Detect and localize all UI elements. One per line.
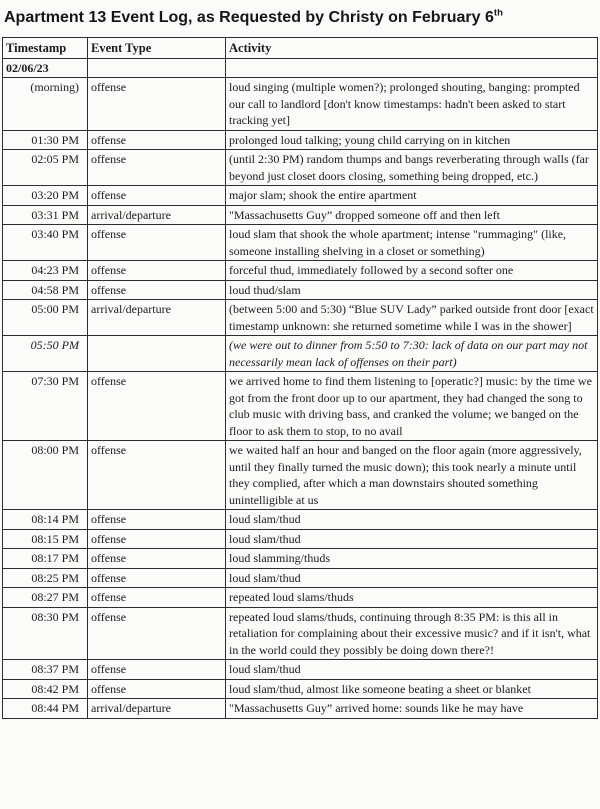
timestamp-cell: 05:00 PM [3,300,88,336]
table-row [3,130,598,150]
column-header-event-type: Event Type [88,38,226,59]
table-row [3,58,598,78]
table-row [3,300,598,336]
timestamp-cell: 03:20 PM [3,186,88,206]
activity-cell: loud slamming/thuds [226,549,598,569]
page-title [4,9,598,27]
event-type-cell: arrival/departure [88,300,226,336]
event-type-cell: offense [88,280,226,300]
event-type-cell: offense [88,660,226,680]
table-row [3,588,598,608]
event-type-cell: arrival/departure [88,699,226,719]
document-page [0,9,600,719]
table-row [3,568,598,588]
event-type-cell: offense [88,150,226,186]
timestamp-cell: 08:44 PM [3,699,88,719]
activity-cell: we waited half an hour and banged on the floor again (more aggressively, until they finally turned the music down); this took nearly a minute until they complied, after which a man downstairs shouted something unintelligible at us [226,441,598,510]
activity-cell: loud slam/thud [226,568,598,588]
event-type-cell: offense [88,441,226,510]
event-type-cell: offense [88,261,226,281]
activity-cell: loud slam/thud [226,660,598,680]
page-title-text: Apartment 13 Event Log, as Requested by Christy on February 6 [4,9,494,26]
table-row [3,78,598,131]
activity-cell [226,58,598,78]
table-row [3,372,598,441]
activity-cell: loud singing (multiple women?); prolonged shouting, banging: prompted our call to landlord [don't know timestamps: hadn't been asked to start tracking yet] [226,78,598,131]
event-type-cell: offense [88,607,226,660]
table-row [3,660,598,680]
table-row [3,529,598,549]
activity-cell: repeated loud slams/thuds, continuing through 8:35 PM: is this all in retaliation for complaining about their excessive music? and if it isn't, what in the world could they possibly be doing down there?! [226,607,598,660]
event-type-cell: offense [88,225,226,261]
timestamp-cell: 08:25 PM [3,568,88,588]
table-row [3,150,598,186]
activity-cell: major slam; shook the entire apartment [226,186,598,206]
activity-cell: loud slam that shook the whole apartment; intense "rummaging" (like, someone installing shelving in a closet or something) [226,225,598,261]
event-type-cell: offense [88,588,226,608]
event-type-cell: offense [88,186,226,206]
activity-cell: "Massachusetts Guy” dropped someone off and then left [226,205,598,225]
event-table-body [3,58,598,718]
timestamp-cell: 01:30 PM [3,130,88,150]
table-row [3,225,598,261]
timestamp-cell: 08:27 PM [3,588,88,608]
timestamp-cell: 03:40 PM [3,225,88,261]
event-type-cell: offense [88,78,226,131]
event-type-cell: offense [88,510,226,530]
activity-cell: "Massachusetts Guy” arrived home: sounds like he may have [226,699,598,719]
page-title-superscript: th [493,7,503,19]
timestamp-cell: 08:30 PM [3,607,88,660]
table-row [3,280,598,300]
timestamp-cell: 02:05 PM [3,150,88,186]
timestamp-cell: 08:00 PM [3,441,88,510]
event-type-cell: offense [88,372,226,441]
activity-cell: repeated loud slams/thuds [226,588,598,608]
activity-cell: loud slam/thud [226,510,598,530]
timestamp-cell: 05:50 PM [3,336,88,372]
table-row [3,261,598,281]
timestamp-cell: 07:30 PM [3,372,88,441]
timestamp-cell: 08:14 PM [3,510,88,530]
timestamp-cell: 04:23 PM [3,261,88,281]
timestamp-cell: 03:31 PM [3,205,88,225]
activity-cell: (between 5:00 and 5:30) “Blue SUV Lady” parked outside front door [exact timestamp unknown: she returned sometime while I was in the shower] [226,300,598,336]
activity-cell: prolonged loud talking; young child carrying on in kitchen [226,130,598,150]
event-type-cell: offense [88,549,226,569]
timestamp-cell: 08:37 PM [3,660,88,680]
table-header-row [3,38,598,59]
table-row [3,549,598,569]
event-type-cell: offense [88,529,226,549]
activity-cell: loud thud/slam [226,280,598,300]
activity-cell: (we were out to dinner from 5:50 to 7:30: lack of data on our part may not necessarily mean lack of offenses on their part) [226,336,598,372]
timestamp-cell: 08:17 PM [3,549,88,569]
activity-cell: loud slam/thud [226,529,598,549]
activity-cell: we arrived home to find them listening to [operatic?] music: by the time we got from the front door up to our apartment, they had changed the song to club music with driving bass, and cranked the volume; we banged on the floor to ask them to stop, to no avail [226,372,598,441]
table-row [3,510,598,530]
event-log-table [2,37,598,719]
event-type-cell: offense [88,679,226,699]
table-row [3,205,598,225]
table-row [3,336,598,372]
table-row [3,679,598,699]
column-header-activity: Activity [226,38,598,59]
event-type-cell [88,58,226,78]
table-row [3,699,598,719]
event-type-cell [88,336,226,372]
table-row [3,441,598,510]
timestamp-cell: (morning) [3,78,88,131]
table-row [3,186,598,206]
timestamp-cell: 08:15 PM [3,529,88,549]
timestamp-cell: 04:58 PM [3,280,88,300]
event-type-cell: offense [88,130,226,150]
event-type-cell: offense [88,568,226,588]
activity-cell: (until 2:30 PM) random thumps and bangs reverberating through walls (far beyond just closet doors closing, something being dropped, etc.) [226,150,598,186]
table-row [3,607,598,660]
activity-cell: forceful thud, immediately followed by a second softer one [226,261,598,281]
timestamp-cell: 02/06/23 [3,58,88,78]
event-type-cell: arrival/departure [88,205,226,225]
activity-cell: loud slam/thud, almost like someone beating a sheet or blanket [226,679,598,699]
timestamp-cell: 08:42 PM [3,679,88,699]
column-header-timestamp: Timestamp [3,38,88,59]
